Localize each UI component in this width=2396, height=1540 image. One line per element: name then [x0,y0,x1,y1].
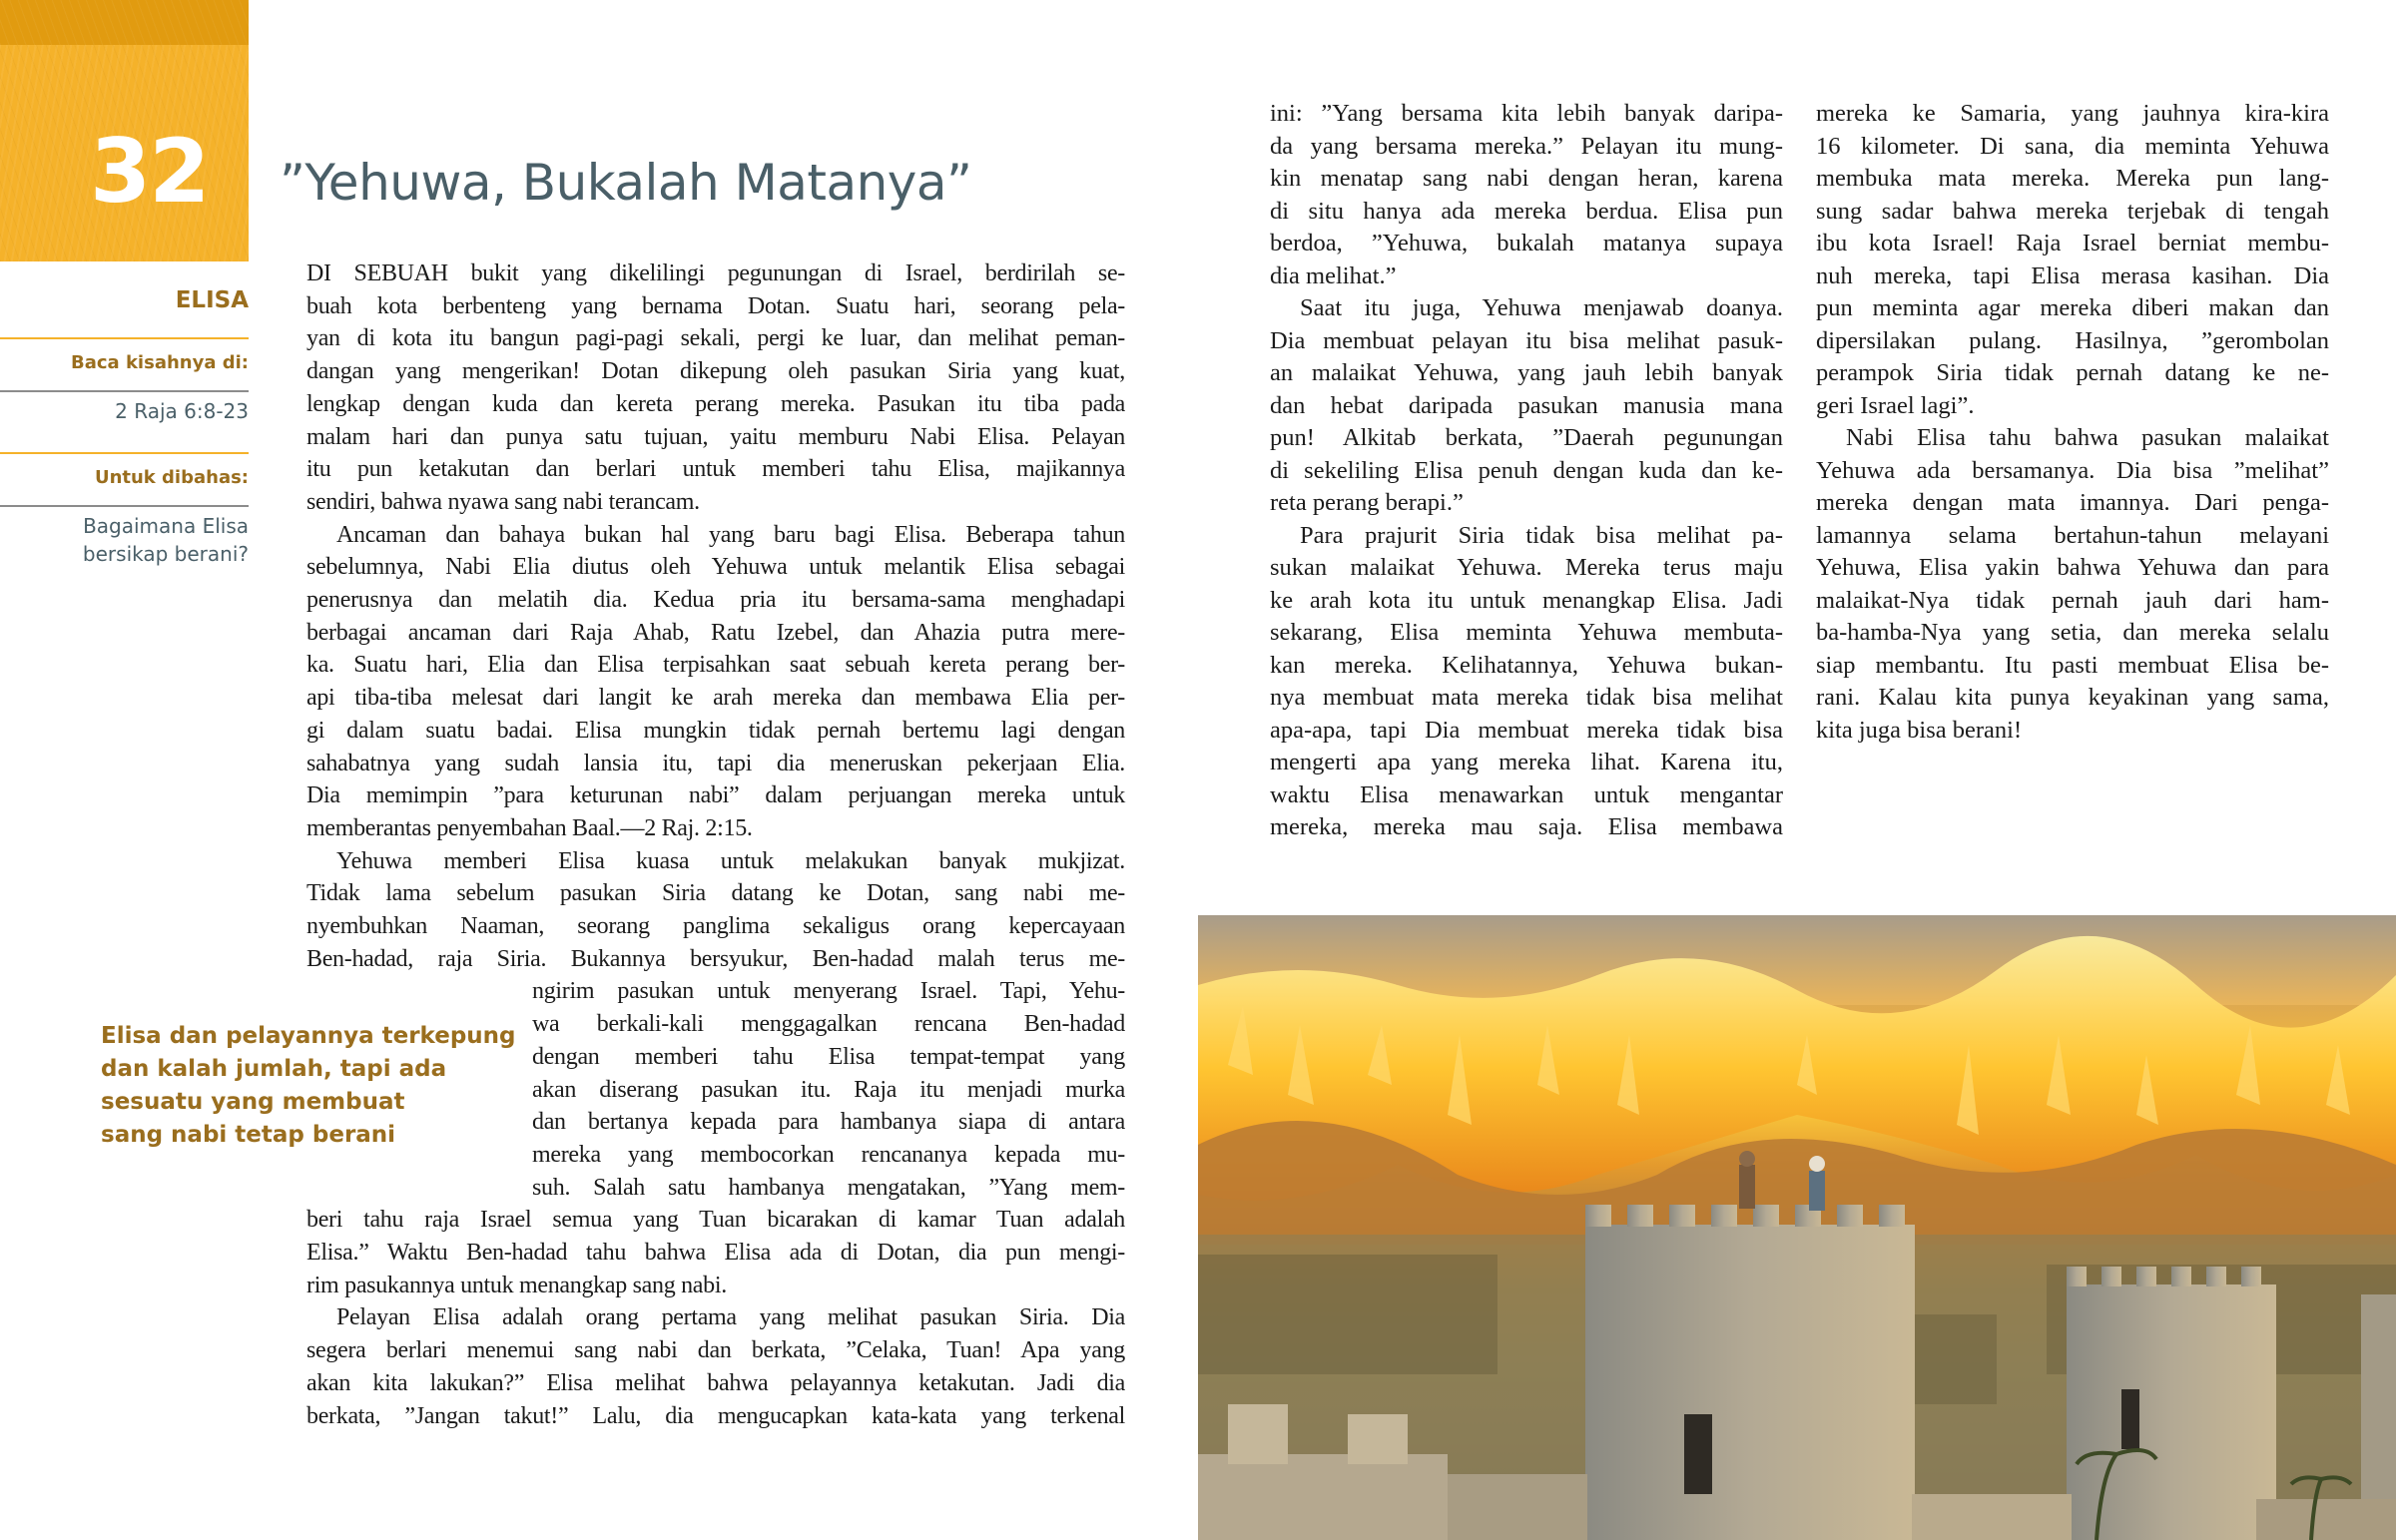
body-line: an malaikat Yehuwa, yang jauh lebih banyak [1270,359,1783,386]
body-line: perampok Siria tidak pernah datang ke ne- [1816,359,2329,386]
body-line: sung sadar bahwa mereka terjebak di tengah [1816,197,2329,225]
body-line: kita juga bisa berani! [1816,716,2023,744]
body-line: Para prajurit Siria tidak bisa melihat pa- [1300,521,1783,549]
body-line: kan mereka. Kelihatannya, Yehuwa bukan- [1270,651,1783,679]
body-line: membuka mata mereka. Mereka pun lang- [1816,165,2329,192]
sidebar-divider-gray-2 [0,505,249,507]
body-column-3 [1816,97,2329,756]
body-line: waktu Elisa menawarkan untuk mengantar [1270,780,1783,808]
body-line: da yang bersama mereka.” Pelayan itu mung- [1270,132,1783,160]
body-line: akan kita lakukan?” Elisa melihat bahwa pelayannya ketakutan. Jadi dia [306,1369,1125,1396]
caption-line: Elisa dan pelayannya terkepung [101,1023,516,1049]
body-line: mereka ke Samaria, yang jauhnya kira-kira [1816,100,2329,127]
body-line: Yehuwa ada bersamanya. Dia bisa ”melihat” [1816,456,2329,484]
body-line: geri Israel lagi”. [1816,391,1975,419]
caption-line: dan kalah jumlah, tapi ada [101,1056,447,1082]
body-line: penerusnya dan melatih dia. Kedua pria itu bersama-sama menghadapi [306,587,1125,613]
body-line: nuh mereka, tapi Elisa merasa kasihan. Dia [1816,261,2329,289]
body-line: itu pun ketakutan dan berlari untuk memberi tahu Elisa, majikannya [306,456,1125,483]
chapter-number: 32 [90,120,209,223]
body-line: segera berlari menemui sang nabi dan berkata, ”Celaka, Tuan! Apa yang [306,1337,1125,1364]
body-line: pun! Alkitab berkata, ”Daerah pegunungan [1270,424,1783,451]
body-line: buah kota berbenteng yang bernama Dotan. Suatu hari, seorang pela- [306,292,1125,319]
sidebar-question-line-1: Bagaimana Elisa [83,514,249,538]
page-title: ”Yehuwa, Bukalah Matanya” [280,154,972,212]
body-line: sekarang, Elisa meminta Yehuwa membuta- [1270,619,1783,646]
body-line: DI SEBUAH bukit yang dikelilingi pegunungan di Israel, berdirilah se- [306,260,1125,286]
body-line: Ancaman dan bahaya bukan hal yang baru bagi Elisa. Beberapa tahun [336,521,1125,548]
body-line: Yehuwa, Elisa yakin bahwa Yehuwa dan para [1816,554,2329,581]
body-line: kin menatap sang nabi dengan heran, karena [1270,165,1783,192]
body-line: di situ hanya ada mereka berdua. Elisa pun [1270,197,1783,225]
body-line: berbagai ancaman dari Raja Ahab, Ratu Izebel, dan Ahazia putra mere- [306,619,1125,646]
body-line: nya membuat mata mereka tidak bisa melihat [1270,684,1783,711]
illustration-artwork [1198,915,2396,1540]
sidebar-scripture-reference: 2 Raja 6:8-23 [115,399,249,423]
body-line: beri tahu raja Israel semua yang Tuan bicarakan di kamar Tuan adalah [306,1207,1125,1234]
body-line: Dia membuat pelayan itu bisa melihat pasuk- [1270,326,1783,354]
illustration-elisa-fiery-army [1198,915,2396,1540]
body-line: reta perang berapi.” [1270,489,1464,516]
body-line: dipersilakan pulang. Hasilnya, ”gerombolan [1816,326,2329,354]
body-line: akan diserang pasukan itu. Raja itu menjadi murka [532,1076,1125,1103]
body-line: berdoa, ”Yehuwa, bukalah matanya supaya [1270,230,1783,257]
body-line: 16 kilometer. Di sana, dia meminta Yehuwa [1816,132,2329,160]
sidebar-divider-orange-1 [0,337,249,339]
body-line: lamannya selama bertahun-tahun melayani [1816,521,2329,549]
body-column-1 [306,257,1125,1435]
body-line: ka. Suatu hari, Elia dan Elisa terpisahkan saat sebuah kereta perang ber- [306,652,1125,679]
sidebar [0,0,249,599]
body-line: sukan malaikat Yehuwa. Mereka terus maju [1270,554,1783,581]
body-line: nyembuhkan Naaman, seorang panglima sekaligus orang kepercayaan [306,913,1125,939]
body-line: Saat itu juga, Yehuwa menjawab doanya. [1300,294,1783,321]
body-line: wa berkali-kali menggagalkan rencana Ben-hadad [532,1011,1125,1038]
body-line: memberantas penyembahan Baal.—2 Raj. 2:15. [306,814,753,841]
body-line: Ben-hadad, raja Siria. Bukannya bersyukur, Ben-hadad malah terus me- [306,945,1125,972]
sidebar-question-line-2: bersikap berani? [82,542,249,566]
body-column-2 [1270,97,1783,855]
body-line: dan bertanya kepada para hambanya siapa di antara [532,1109,1125,1136]
body-line: gi dalam suatu badai. Elisa mungkin tidak pernah bertemu lagi dengan [306,717,1125,744]
body-line: Elisa.” Waktu Ben-hadad tahu bahwa Elisa ada di Dotan, dia pun mengi- [306,1240,1125,1266]
body-line: Yehuwa memberi Elisa kuasa untuk melakukan banyak mukjizat. [336,847,1125,874]
body-line: di sekeliling Elisa penuh dengan kuda dan ke- [1270,456,1783,484]
caption-line: sesuatu yang membuat [101,1089,405,1115]
sidebar-divider-orange-2 [0,452,249,454]
sidebar-character-name: ELISA [175,287,249,313]
body-line: Pelayan Elisa adalah orang pertama yang melihat pasukan Siria. Dia [336,1304,1125,1331]
body-line: suh. Salah satu hambanya mengatakan, ”Yang mem- [532,1174,1125,1201]
body-line: berkata, ”Jangan takut!” Lalu, dia mengucapkan kata-kata yang terkenal [306,1402,1125,1429]
body-line: api tiba-tiba melesat dari langit ke arah mereka dan membawa Elia per- [306,685,1125,712]
body-line: dangan yang mengerikan! Dotan dikepung oleh pasukan Siria yang kuat, [306,358,1125,385]
body-line: apa-apa, tapi Dia membuat mereka tidak bisa [1270,716,1783,744]
body-line: sebelumnya, Nabi Elia diutus oleh Yehuwa untuk melantik Elisa sebagai [306,554,1125,581]
body-line: rani. Kalau kita punya keyakinan yang sama, [1816,684,2329,711]
body-line: ba-hamba-Nya yang setia, dan mereka selalu [1816,619,2329,646]
body-line: rim pasukannya untuk menangkap sang nabi. [306,1272,727,1298]
body-line: dia melihat.” [1270,261,1397,289]
body-line: dan hebat daripada pasukan manusia mana [1270,391,1783,419]
body-line: Nabi Elisa tahu bahwa pasukan malaikat [1846,424,2329,451]
caption-line: sang nabi tetap berani [101,1122,396,1148]
body-line: pun meminta agar mereka diberi makan dan [1816,294,2329,321]
body-line: mengerti apa yang mereka lihat. Karena itu, [1270,749,1783,775]
body-line: ngirim pasukan untuk menyerang Israel. Tapi, Yehu- [532,978,1125,1005]
body-line: ke arah kota itu untuk menangkap Elisa. Jadi [1270,586,1783,614]
body-line: lengkap dengan kuda dan kereta perang mereka. Pasukan itu tiba pada [306,390,1125,417]
body-line: malaikat-Nya tidak pernah jauh dari ham- [1816,586,2329,614]
body-line: siap membantu. Itu pasti membuat Elisa be- [1816,651,2329,679]
body-line: sendiri, bahwa nyawa sang nabi terancam. [306,488,700,515]
sidebar-read-label: Baca kisahnya di: [71,352,249,373]
body-line: Tidak lama sebelum pasukan Siria datang ke Dotan, sang nabi me- [306,880,1125,907]
body-line: yan di kota itu bangun pagi-pagi sekali, pergi ke luar, dan melihat peman- [306,325,1125,352]
body-line: sahabatnya yang sudah lansia itu, tapi dia meneruskan pekerjaan Elia. [306,750,1125,776]
body-line: Dia memimpin ”para keturunan nabi” dalam perjuangan mereka untuk [306,782,1125,809]
sidebar-divider-gray-1 [0,390,249,392]
body-line: ini: ”Yang bersama kita lebih banyak daripa- [1270,100,1783,127]
body-line: mereka, mereka mau saja. Elisa membawa [1270,813,1783,840]
body-line: ibu kota Israel! Raja Israel berniat membu- [1816,230,2329,257]
sidebar-discuss-label: Untuk dibahas: [94,467,249,488]
body-line: dengan memberi tahu Elisa tempat-tempat yang [532,1043,1125,1070]
body-line: malam hari dan punya satu tujuan, yaitu memburu Nabi Elisa. Pelayan [306,423,1125,450]
body-line: mereka yang membocorkan rencananya kepada mu- [532,1141,1125,1168]
body-line: mereka dengan mata imannya. Dari penga- [1816,489,2329,516]
